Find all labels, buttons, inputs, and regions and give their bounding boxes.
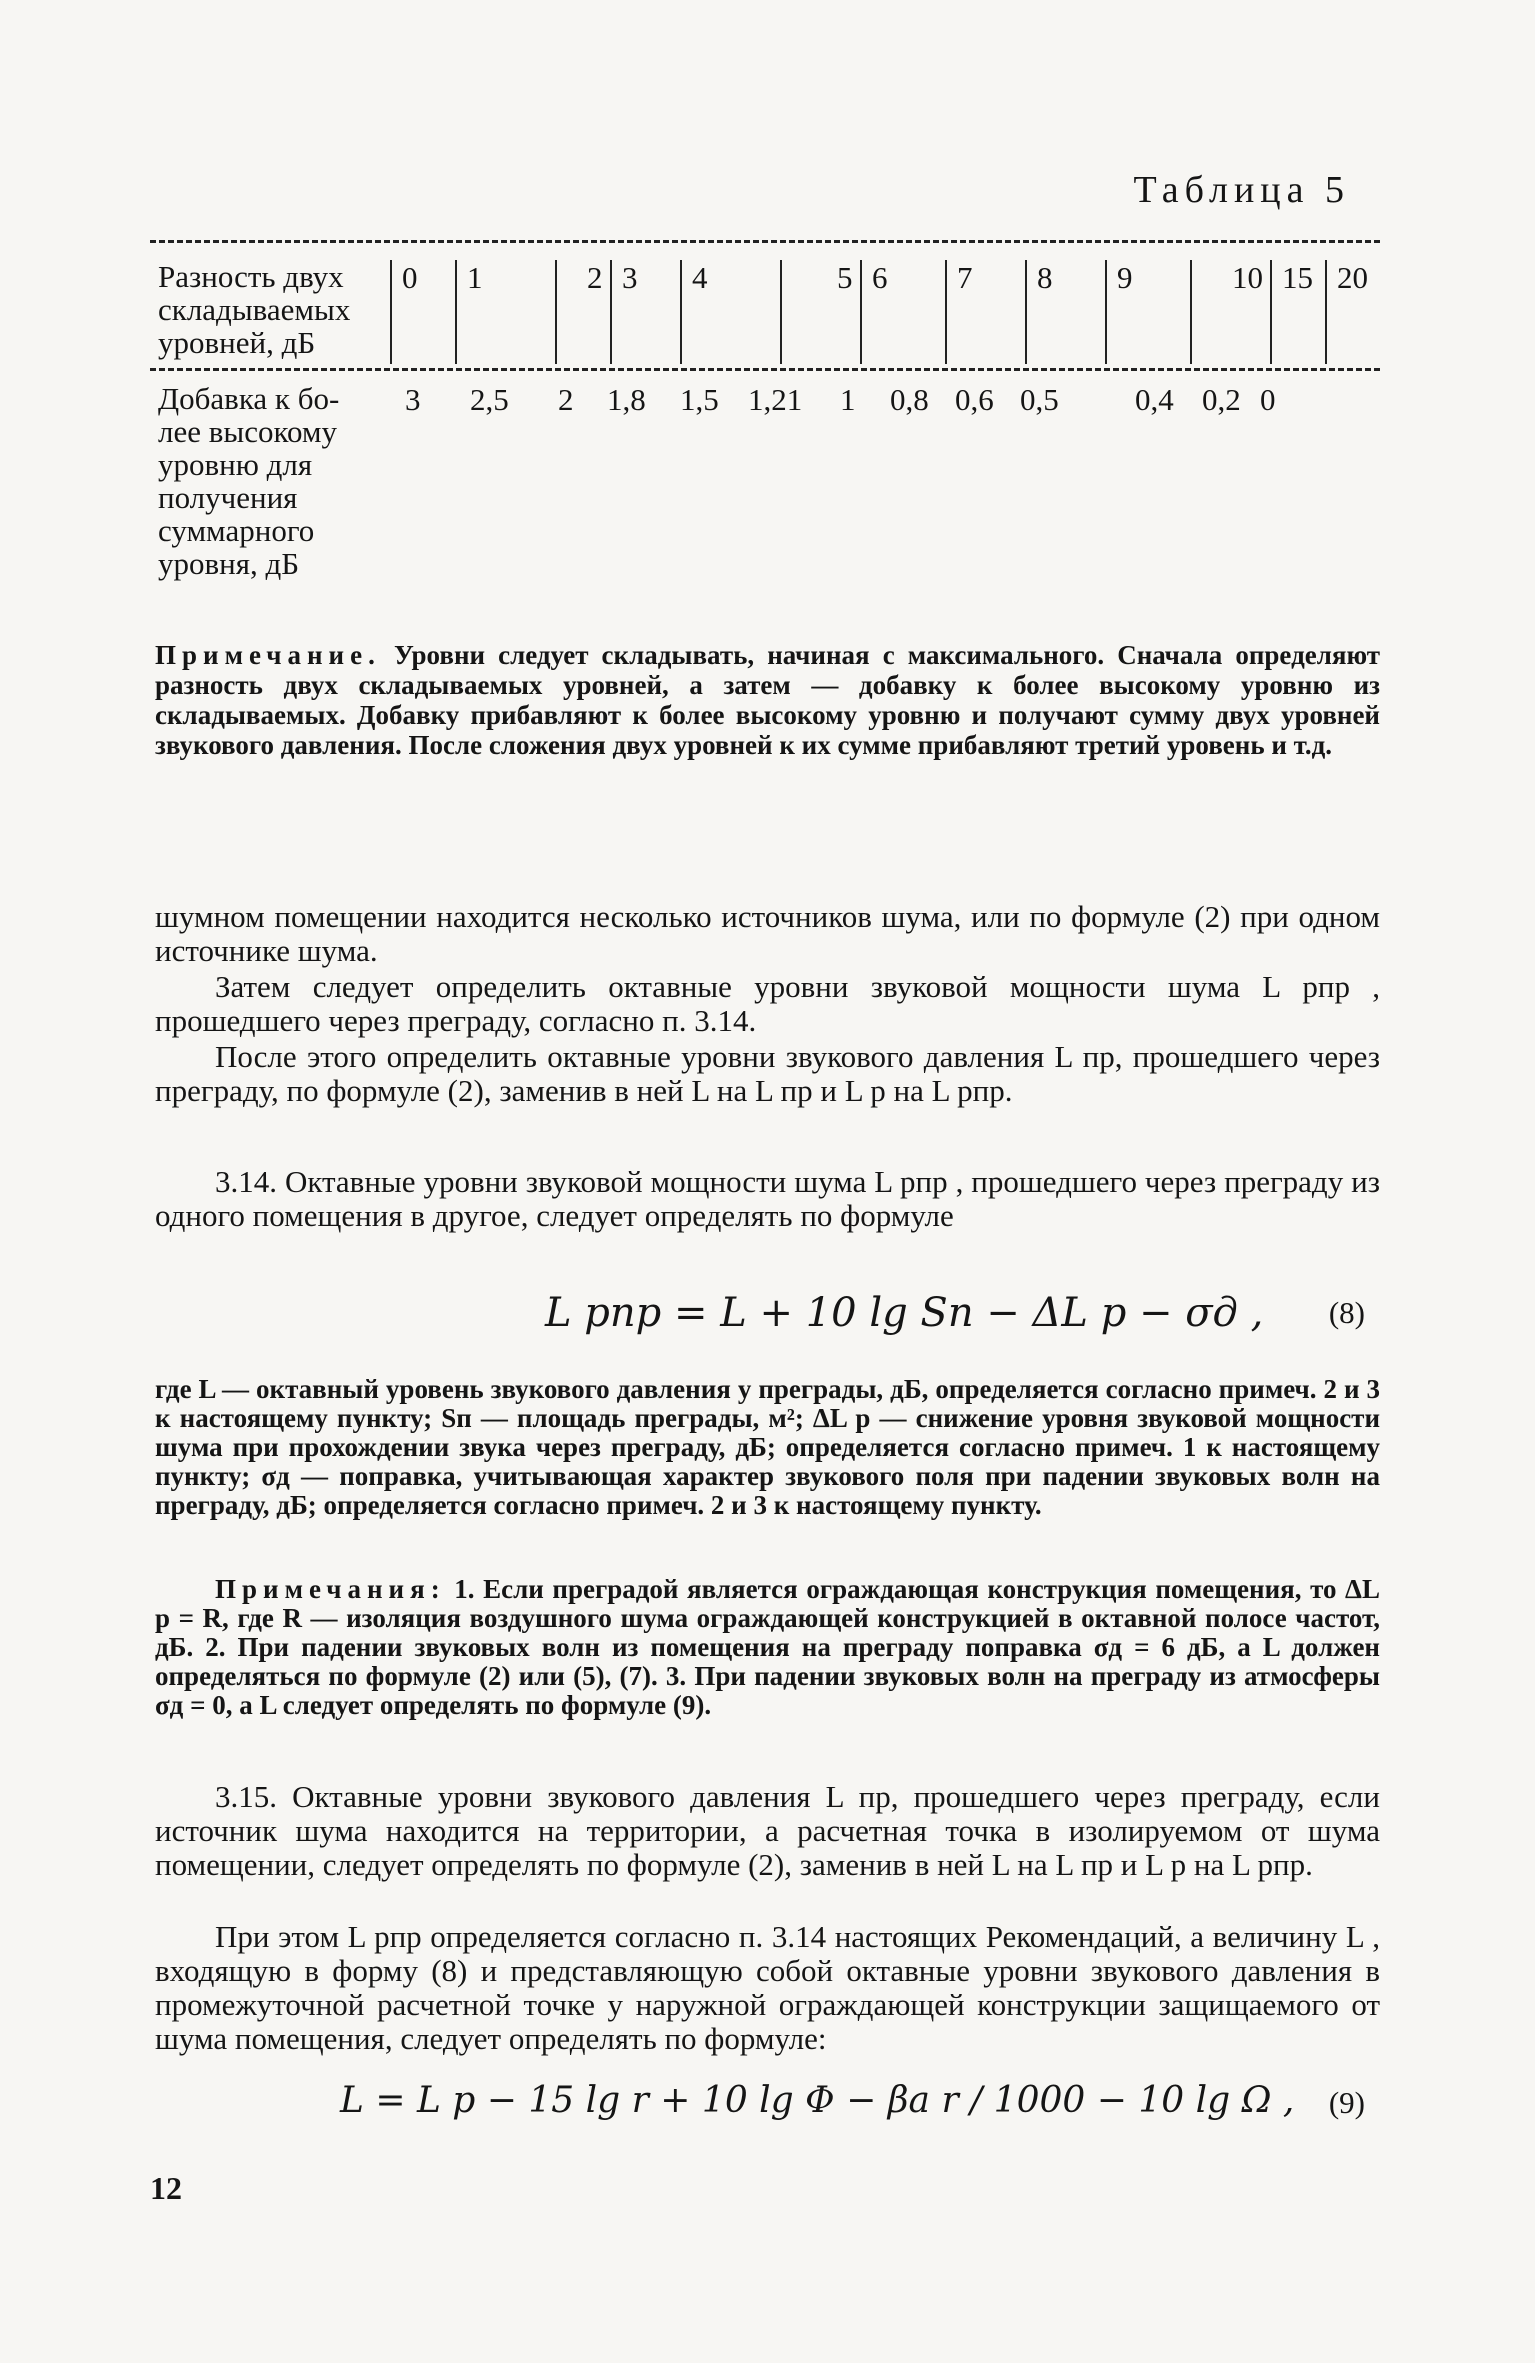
header-cell: 2 — [555, 260, 610, 364]
value-cell: 0,6 — [955, 382, 994, 417]
value-cell: 3 — [405, 382, 421, 417]
value-cell: 1,5 — [680, 382, 719, 417]
table-note — [155, 640, 1380, 760]
notes-label: Примечания: — [215, 1574, 446, 1604]
table-top-rule — [150, 240, 1380, 243]
value-cell: 1 — [840, 382, 856, 417]
value-cell: 1,21 — [748, 382, 803, 417]
value-cell: 0,2 — [1202, 382, 1241, 417]
paragraph-sound-power: Затем следует определить октавные уровни звуковой мощности шума L pпр , прошедшего через преграду, согласно п. 3.14. — [155, 969, 1380, 1038]
header-cell: 15 — [1270, 260, 1325, 364]
header-cell: 6 — [860, 260, 945, 364]
note-text: Уровни следует складывать, начиная с максимального. Сначала определяют разность двух складываемых уровней, а затем — добавку к более высокому уровню из складываемых. Добавку прибавляют к более высокому уровню и получают сумму двух уровней звукового давления. После сложения двух уровней к их сумме прибавляют третий уровень и т.д. — [155, 640, 1381, 760]
header-cell: 8 — [1025, 260, 1105, 364]
page-number: 12 — [150, 2170, 182, 2206]
table-middle-rule — [150, 368, 1380, 371]
header-cell: 10 — [1190, 260, 1270, 364]
value-cell: 0 — [1260, 382, 1276, 417]
header-cell: 0 — [390, 260, 455, 364]
value-cell: 0,5 — [1020, 382, 1059, 417]
paragraph-continuation: шумном помещении находится несколько источников шума, или по формуле (2) при одном источнике шума. — [155, 899, 1380, 968]
header-cell: 4 — [680, 260, 780, 364]
value-cell: 0,8 — [890, 382, 929, 417]
paragraph-sound-pressure: После этого определить октавные уровни звукового давления L пр, прошедшего через преграду, по формуле (2), заменив в ней L на L пр и L p на L pпр. — [155, 1039, 1380, 1108]
header-cell: 20 — [1325, 260, 1380, 364]
value-cell: 2 — [558, 382, 574, 417]
formula-8-legend: где L — октавный уровень звукового давления у преграды, дБ, определяется согласно примеч. 2 и 3 к настоящему пункту; Sп — площадь преграды, м²; ΔL p — снижение уровня звуковой мощности шума при прохождении звука через преграду, дБ; определяется согласно примеч. 1 к настоящему пункту; σд — поправка, учитывающая характер звукового поля при падении звуковых волн на преграду, дБ; определяется согласно примеч. 2 и 3 к настоящему пункту. — [155, 1374, 1380, 1520]
header-cell: 1 — [455, 260, 555, 364]
table-header-row — [150, 260, 1380, 364]
header-cell: 5 — [780, 260, 860, 364]
table-title: Таблица 5 — [1133, 169, 1350, 211]
value-cell: 1,8 — [607, 382, 646, 417]
notes-text: 1. Если преградой является ограждающая конструкция помещения, то ΔL p = R, где R — изоляция воздушного шума ограждающей конструкцией в октавной полосе частот, дБ. 2. При падении звуковых волн из помещения на преграду поправка σд = 6 дБ, а L должен определяться по формуле (2) или (5), (7). 3. При падении звуковых волн на преграду из атмосферы σд = 0, а L следует определять по формуле (9). — [155, 1574, 1380, 1720]
paragraph-formula-9-intro: При этом L pпр определяется согласно п. 3.14 настоящих Рекомендаций, а величину L , входящую в форму (8) и представляющую собой октавные уровни звукового давления в промежуточной расчетной точке у наружной ограждающей конструкции защищаемого от шума помещения, следует определять по формуле: — [155, 1919, 1380, 2056]
header-row-label: Разность двух складываемых уровней, дБ — [158, 259, 351, 360]
value-row-label: Добавка к бо- лее высокому уровню для получения суммарного уровня, дБ — [158, 381, 340, 581]
note-label: Примечание. — [155, 640, 381, 670]
value-cell: 0,4 — [1135, 382, 1174, 417]
paragraph-3-14: 3.14. Октавные уровни звуковой мощности шума L pпр , прошедшего через преграду из одного помещения в другое, следует определять по формуле — [155, 1164, 1380, 1233]
formula-9: L = L p − 15 lg r + 10 lg Φ − βa r / 1000 − 10 lg Ω , — [340, 2080, 1295, 2121]
value-cell: 2,5 — [470, 382, 509, 417]
header-cell: 3 — [610, 260, 680, 364]
notes-block — [155, 1575, 1380, 1720]
formula-9-number: (9) — [1328, 2085, 1365, 2120]
formula-8-number: (8) — [1328, 1295, 1365, 1330]
header-cell: 7 — [945, 260, 1025, 364]
formula-8: L pпр = L + 10 lg Sп − ΔL p − σд , — [545, 1290, 1264, 1336]
header-cell: 9 — [1105, 260, 1190, 364]
paragraph-3-15: 3.15. Октавные уровни звукового давления L пр, прошедшего через преграду, если источник шума находится на территории, а расчетная точка в изолируемом от шума помещении, следует определять по формуле (2), заменив в ней L на L пр и L p на L pпр. — [155, 1779, 1380, 1882]
